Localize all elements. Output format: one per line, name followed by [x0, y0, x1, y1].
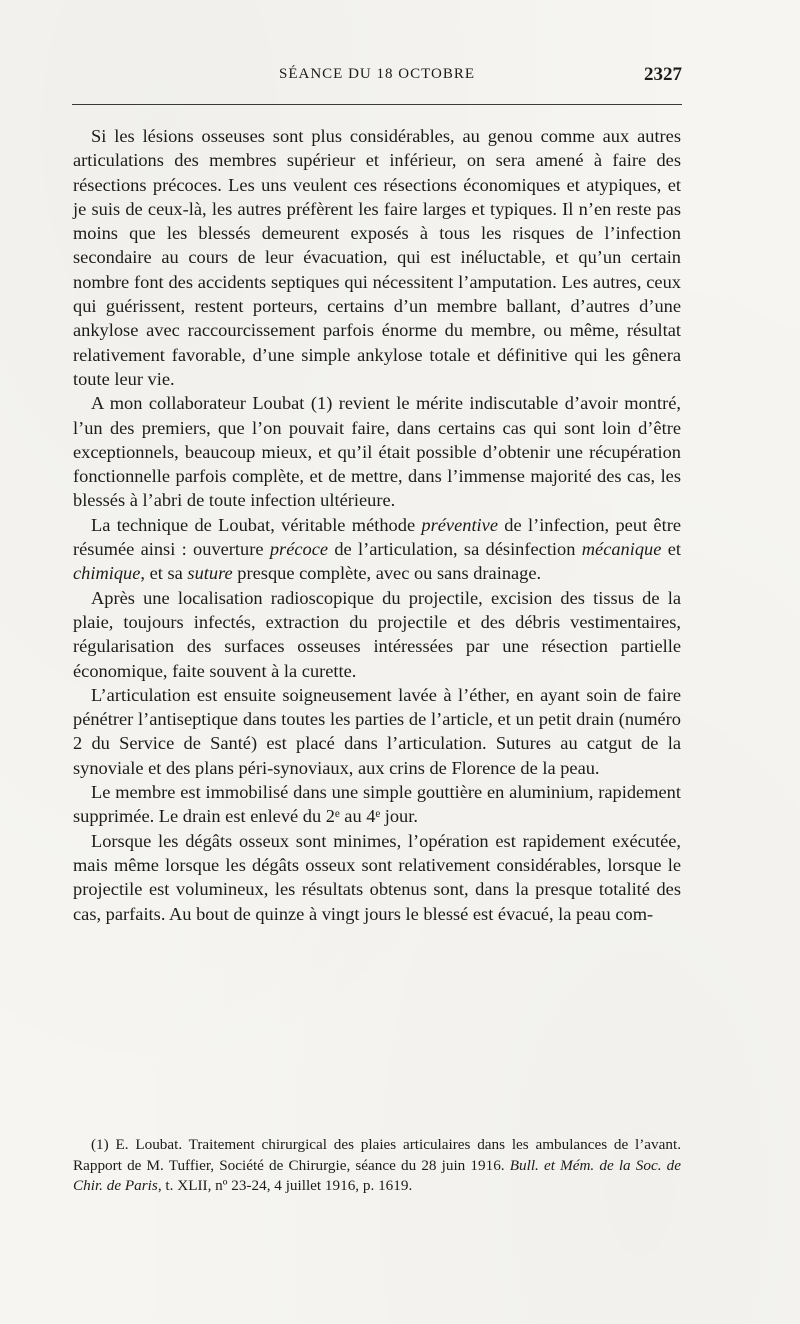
- footnote-journal-title: Bull. et Mém. de la Soc. de Chir. de Paris: [73, 1156, 681, 1195]
- page-header: [72, 64, 682, 90]
- italic-term: suture: [187, 563, 233, 584]
- italic-term: précoce: [269, 539, 329, 560]
- text-segment: L’articulation est ensuite soigneusement lavée à l’éther, en ayant soin de faire pénétrer l’antiseptique dans toutes les parties de l’article, et un petit drain (numéro 2 du Service de Santé) est placé dans l’articulation. Sutures au catgut de la synoviale et des plans péri-synoviaux, aux crins de Florence de la peau.: [73, 684, 681, 778]
- footnote-text: , t. XLII, nº 23-24, 4 juillet 1916, p. 1619.: [157, 1177, 413, 1195]
- italic-term: préventive: [421, 514, 498, 535]
- paragraph: [73, 513, 681, 586]
- header-rule: [72, 104, 682, 105]
- paragraph: [73, 391, 681, 512]
- text-segment: presque complète, avec ou sans drainage.: [232, 563, 542, 584]
- text-segment: Lorsque les dégâts osseux sont minimes, l’opération est rapidement exécutée, mais même lorsque les dégâts osseux sont relativement considérables, lorsque le projectile est volumineux, les résultats obtenus sont, dans la presque totalité des cas, parfaits. Au bout de quinze à vingt jours le blessé est évacué, la peau com-: [73, 830, 681, 924]
- text-segment: , et sa: [140, 563, 188, 584]
- paragraph: [73, 829, 681, 926]
- running-title: SÉANCE DU 18 OCTOBRE: [279, 66, 475, 82]
- paragraph: [73, 586, 681, 683]
- italic-term: mécanique: [581, 539, 662, 560]
- text-segment: de l’articulation, sa désinfection: [328, 539, 582, 560]
- text-segment: A mon collaborateur Loubat (1) revient le mérite indiscutable d’avoir montré, l’un des premiers, que l’on pouvait faire, dans certains cas qui sont loin d’être exceptionnels, beaucoup mieux, et qu’il était possible d’obtenir une récupération fonctionnelle parfois complète, et de mettre, dans l’immense majorité des cas, les blessés à l’abri de toute infection ultérieure.: [73, 393, 681, 511]
- text-segment: Si les lésions osseuses sont plus considérables, au genou comme aux autres articulations des membres supérieur et inférieur, on sera amené à faire des résections précoces. Les uns veulent ces résections économiques et atypiques, et je suis de ceux-là, les autres préfèrent les faire larges et typiques. Il n’en reste pas moins que les blessés demeurent exposés à tous les risques de l’infection secondaire au cours de leur évacuation, qui est inéluctable, et qu’un certain nombre font des accidents septiques qui nécessitent l’amputation. Les autres, ceux qui guérissent, restent porteurs, certains d’un membre ballant, d’autres d’une ankylose avec raccourcissement parfois énorme du membre, ou même, résultat relativement favorable, d’une simple ankylose totale et définitive qui les gênera toute leur vie.: [73, 126, 681, 389]
- text-segment: de l’infection, peut être résumée ainsi : ouverture: [73, 514, 681, 560]
- text-segment: Après une localisation radioscopique du projectile, excision des tissus de la plaie, toujours infectés, extraction du projectile et des débris vestimentaires, régularisation des surfaces osseuses intéressées par une résection partielle économique, faite souvent à la curette.: [73, 587, 681, 681]
- footnote-text: (1) E. Loubat. Traitement chirurgical des plaies articulaires dans les ambulances de l’avant. Rapport de M. Tuffier, Société de Chirurgie, séance du 28 juin 1916.: [73, 1136, 681, 1174]
- text-segment: La technique de Loubat, véritable méthode: [91, 514, 422, 535]
- paragraph: [73, 780, 681, 829]
- body-text: [73, 124, 681, 926]
- footnote: [73, 1135, 681, 1197]
- text-segment: et: [661, 539, 682, 560]
- text-segment: Le membre est immobilisé dans une simple gouttière en aluminium, rapidement supprimée. Le drain est enlevé du 2ᵉ au 4ᵉ jour.: [73, 782, 681, 827]
- paragraph: [73, 124, 681, 391]
- italic-term: chimique: [73, 563, 141, 584]
- page-number: 2327: [644, 64, 682, 85]
- paragraph: [73, 683, 681, 780]
